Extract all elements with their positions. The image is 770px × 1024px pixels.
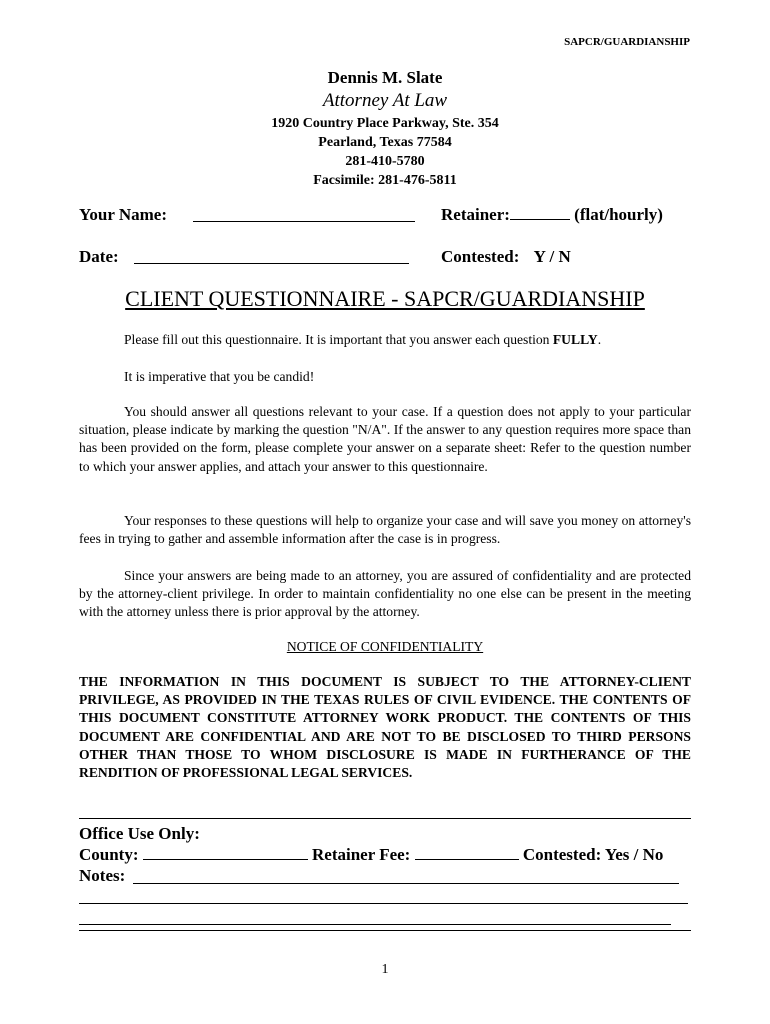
- notice-heading-text: NOTICE OF CONFIDENTIALITY: [286, 639, 484, 654]
- contested-label-text: Contested:: [441, 247, 520, 266]
- contested-label: [441, 247, 571, 267]
- attorney-name: Dennis M. Slate: [327, 68, 443, 87]
- paragraph-4: Your responses to these questions will help to organize your case and will save you money on attorney's fees in trying to gather and assemble information after the case is in progress.: [79, 513, 691, 547]
- attorney-address: [0, 114, 770, 190]
- retainer-label-text: Retainer:: [441, 205, 510, 224]
- header-tag: SAPCR/GUARDIANSHIP: [564, 36, 690, 48]
- paragraph-1: [79, 331, 691, 349]
- date-field[interactable]: [134, 263, 409, 264]
- page-number: 1: [381, 962, 389, 977]
- office-use-row: [79, 845, 691, 865]
- paragraph-2: It is imperative that you be candid!: [124, 369, 315, 384]
- notes-field-line-1[interactable]: [133, 883, 679, 884]
- address-line-1: 1920 Country Place Parkway, Ste. 354: [271, 116, 499, 131]
- p1-text: Please fill out this questionnaire. It is important that you answer each question: [124, 332, 553, 347]
- retainer-label: [441, 205, 663, 225]
- p1-bold: FULLY: [552, 332, 598, 347]
- notes-field-line-2[interactable]: [79, 903, 688, 904]
- office-use-heading: Office Use Only:: [79, 824, 200, 843]
- your-name-label: Your Name:: [79, 205, 167, 224]
- retainer-suffix: (flat/hourly): [574, 205, 663, 224]
- address-line-2: Pearland, Texas 77584: [318, 135, 452, 150]
- notes-label: Notes:: [79, 866, 126, 885]
- contested-options[interactable]: Y / N: [533, 247, 571, 266]
- retainer-fee-label: Retainer Fee:: [312, 845, 411, 864]
- paragraph-5: Since your answers are being made to an attorney, you are assured of confidentiality and are protected by the attorney-client privilege. In order to maintain confidentiality no one else can be present in the meeting with the attorney unless there is prior approval by the attorney.: [79, 568, 691, 620]
- office-contested-label: Contested: Yes / No: [522, 845, 664, 864]
- p1-end: .: [597, 332, 602, 347]
- document-title: [0, 286, 770, 312]
- county-field[interactable]: [143, 845, 308, 860]
- phone: 281-410-5780: [345, 154, 425, 169]
- date-label: Date:: [79, 247, 119, 266]
- office-top-rule: [79, 818, 691, 819]
- notes-field-line-3[interactable]: [79, 924, 671, 925]
- attorney-title: Attorney At Law: [322, 90, 448, 111]
- office-bottom-rule: [79, 930, 691, 931]
- retainer-fee-field[interactable]: [415, 845, 519, 860]
- document-title-text: CLIENT QUESTIONNAIRE - SAPCR/GUARDIANSHIP: [125, 286, 645, 311]
- county-label: County:: [79, 845, 139, 864]
- notice-heading: [0, 639, 770, 655]
- fax: Facsimile: 281-476-5811: [313, 173, 457, 188]
- your-name-field[interactable]: [193, 221, 415, 222]
- paragraph-3: You should answer all questions relevant to your case. If a question does not apply to your particular situation, please indicate by marking the question "N/A". If the answer to any question requires more space than has been provided on the form, please complete your answer on a separate sheet: Refer to the question number to which your answer applies, and attach your answer to this questionnaire.: [79, 404, 691, 474]
- notice-body: THE INFORMATION IN THIS DOCUMENT IS SUBJECT TO THE ATTORNEY-CLIENT PRIVILEGE, AS PROVIDED IN THE TEXAS RULES OF CIVIL EVIDENCE. THE CONTENTS OF THIS DOCUMENT CONSTITUTE ATTORNEY WORK PRODUCT. THE CONTENTS OF THIS DOCUMENT ARE CONFIDENTIAL AND ARE NOT TO BE DISCLOSED TO THIRD PERSONS OTHER THAN THOSE TO WHOM DISCLOSURE IS MADE IN FURTHERANCE OF THE RENDITION OF PROFESSIONAL LEGAL SERVICES.: [79, 674, 691, 781]
- retainer-field[interactable]: [510, 205, 570, 220]
